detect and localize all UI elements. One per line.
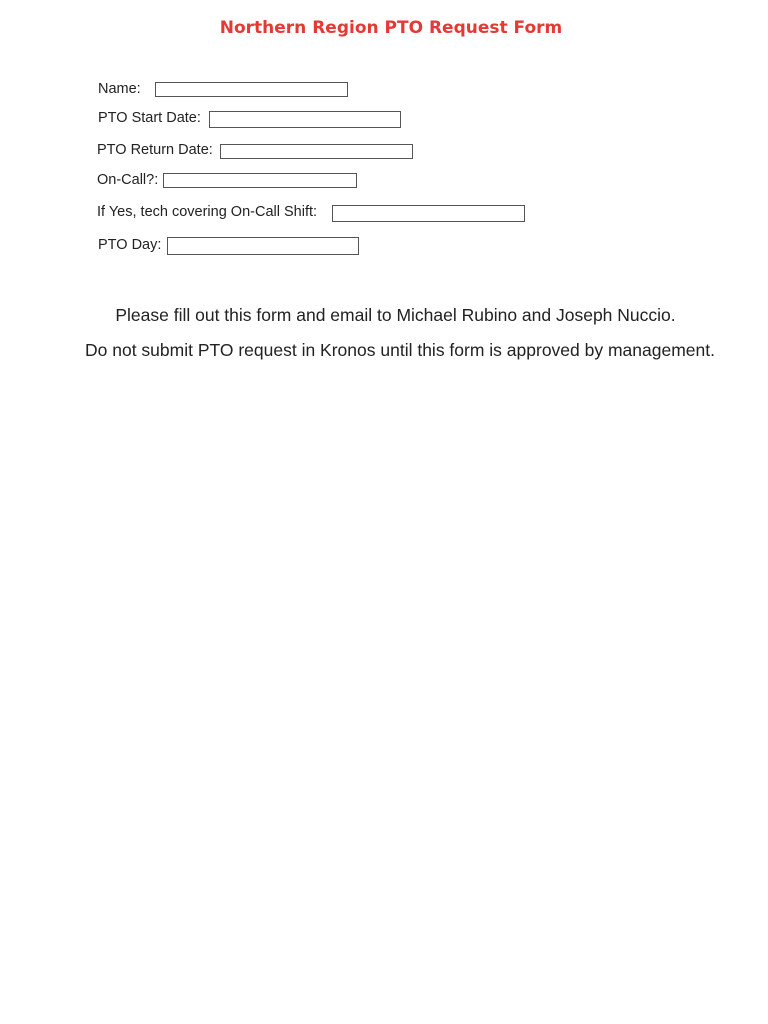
on-call-coverage-input[interactable] — [332, 205, 525, 222]
instruction-kronos: Do not submit PTO request in Kronos until this form is approved by management. — [85, 340, 715, 360]
on-call-coverage-label: If Yes, tech covering On-Call Shift: — [97, 204, 318, 220]
name-input[interactable] — [155, 82, 348, 97]
pto-day-input[interactable] — [167, 237, 359, 255]
on-call-label: On-Call?: — [97, 172, 159, 188]
name-label: Name: — [98, 81, 141, 97]
pto-return-date-input[interactable] — [220, 144, 413, 159]
pto-start-date-input[interactable] — [209, 111, 401, 128]
on-call-input[interactable] — [163, 173, 357, 188]
form-title: Northern Region PTO Request Form — [219, 18, 563, 38]
pto-day-label: PTO Day: — [98, 237, 162, 253]
pto-start-date-label: PTO Start Date: — [98, 110, 201, 126]
pto-return-date-label: PTO Return Date: — [97, 142, 213, 158]
instruction-email: Please fill out this form and email to Michael Rubino and Joseph Nuccio. — [115, 305, 676, 325]
